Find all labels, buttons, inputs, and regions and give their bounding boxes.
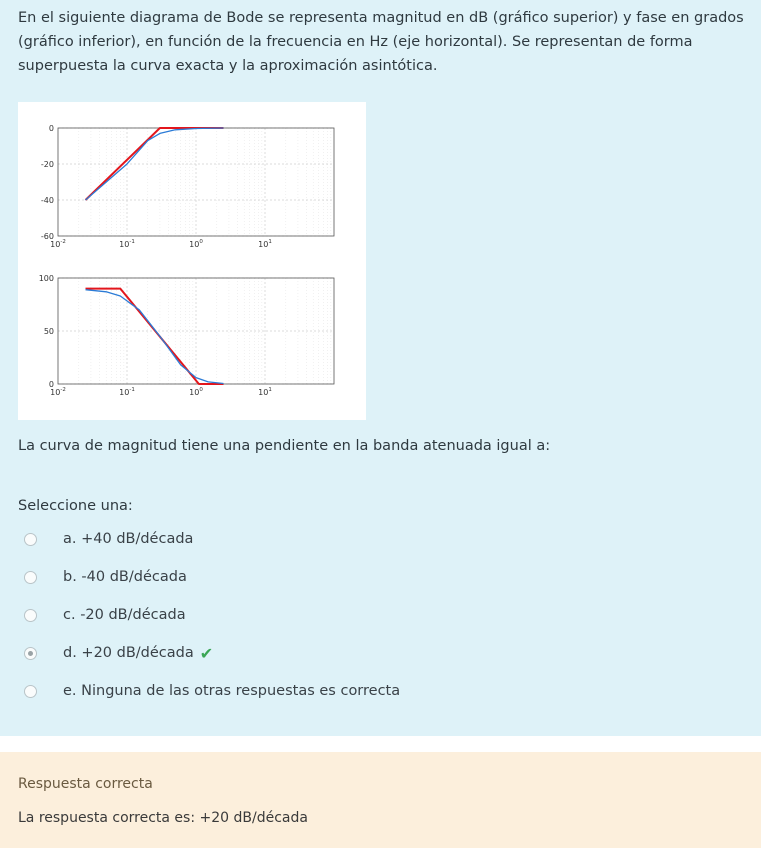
option-a[interactable] bbox=[24, 526, 193, 552]
y-tick-label: 100 bbox=[38, 274, 54, 283]
x-tick-label: $10^{-1}$ bbox=[119, 239, 135, 249]
x-tick-label: $10^{-1}$ bbox=[119, 387, 135, 397]
option-b-label: b. -40 dB/década bbox=[63, 569, 187, 585]
x-tick-label: $10^0$ bbox=[189, 239, 203, 249]
y-tick-label: -40 bbox=[40, 196, 54, 205]
check-icon: ✔ bbox=[199, 643, 214, 663]
option-b[interactable] bbox=[24, 564, 187, 590]
y-tick-label: 50 bbox=[43, 327, 54, 336]
radio-c[interactable] bbox=[24, 609, 37, 622]
option-a-label: a. +40 dB/década bbox=[63, 531, 194, 547]
y-tick-label: 0 bbox=[48, 124, 54, 133]
feedback-panel bbox=[0, 752, 761, 848]
y-tick-label: 0 bbox=[48, 380, 54, 389]
question-text: En el siguiente diagrama de Bode se representa magnitud en dB (gráfico superior) y fase en grados (gráfico inferior), en función de la frecuencia en Hz (eje horizontal). Se representan de forma superpuesta la curva exacta y la aproximación asintótica. bbox=[18, 10, 744, 74]
bode-svg bbox=[18, 102, 366, 420]
question-prompt: La curva de magnitud tiene una pendiente en la banda atenuada igual a: bbox=[18, 438, 551, 454]
y-tick-label: -20 bbox=[40, 160, 54, 169]
option-c-label: c. -20 dB/década bbox=[63, 607, 186, 623]
option-e[interactable] bbox=[24, 678, 400, 704]
bode-diagram bbox=[18, 102, 366, 420]
radio-b[interactable] bbox=[24, 571, 37, 584]
option-e-label: e. Ninguna de las otras respuestas es correcta bbox=[63, 683, 401, 699]
x-tick-label: $10^1$ bbox=[258, 387, 272, 397]
option-d[interactable] bbox=[24, 640, 213, 666]
exact-curve bbox=[86, 290, 224, 384]
select-one-label: Seleccione una: bbox=[18, 498, 133, 514]
x-tick-label: $10^{-2}$ bbox=[50, 387, 66, 397]
option-d-label: d. +20 dB/década bbox=[63, 645, 194, 661]
radio-d[interactable] bbox=[24, 647, 37, 660]
feedback-status: Respuesta correcta bbox=[18, 776, 153, 792]
radio-e[interactable] bbox=[24, 685, 37, 698]
radio-a[interactable] bbox=[24, 533, 37, 546]
x-tick-label: $10^0$ bbox=[189, 387, 203, 397]
feedback-correct-answer: La respuesta correcta es: +20 dB/década bbox=[18, 810, 308, 826]
x-tick-label: $10^{-2}$ bbox=[50, 239, 66, 249]
x-tick-label: $10^1$ bbox=[258, 239, 272, 249]
option-c[interactable] bbox=[24, 602, 186, 628]
y-tick-label: -60 bbox=[40, 232, 54, 241]
